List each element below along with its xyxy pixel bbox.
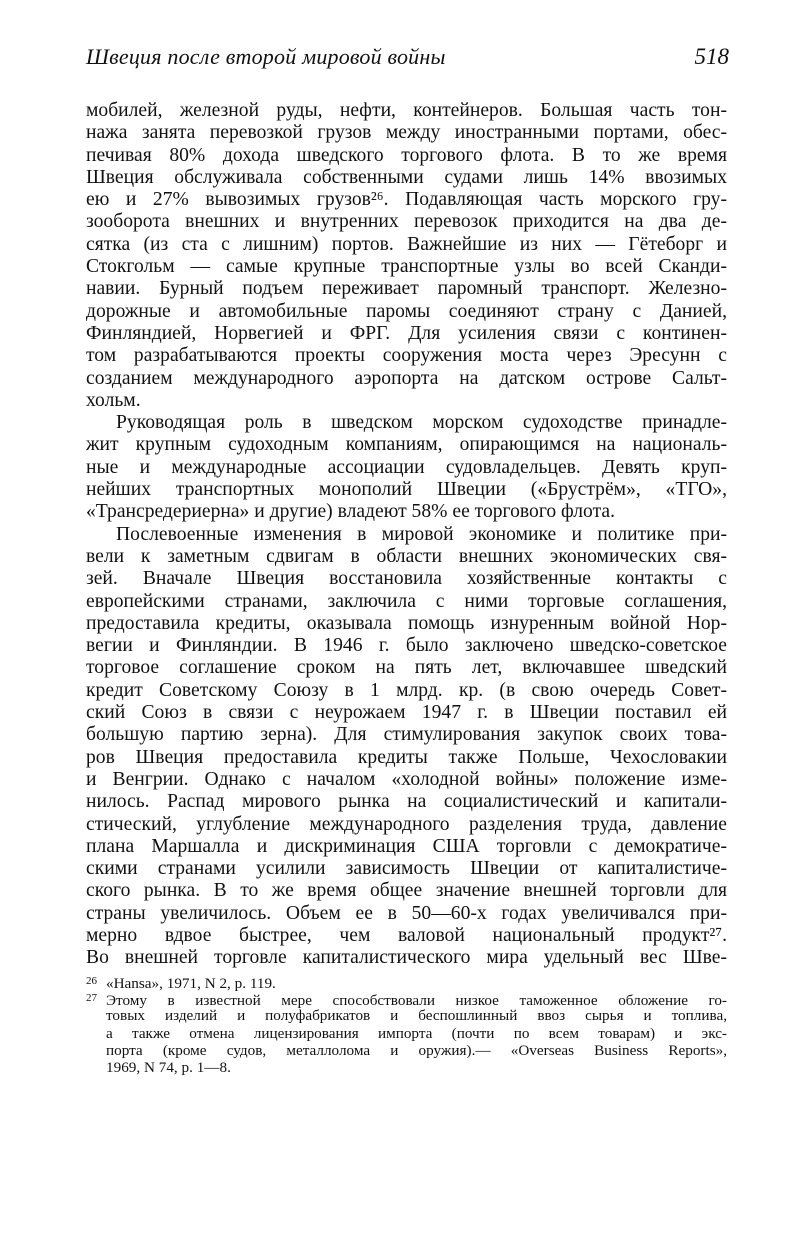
footnotes [86, 973, 727, 1076]
text-line: жит крупным судоходным компаниям, опирающимся на националь- [86, 434, 727, 456]
footnote-marker: 27 [86, 992, 97, 1005]
footnote-text: а также отмена лицензирования импорта (почти по всем товарам) и экс- [106, 1024, 727, 1042]
text-line: зооборота внешних и внутренних перевозок приходится на два де- [86, 211, 727, 233]
text-line: мерно вдвое быстрее, чем валовой национальный продукт²⁷. [86, 924, 727, 946]
text-line: Финляндией, Норвегией и ФРГ. Для усиления связи с континен- [86, 322, 727, 344]
running-title: Швеция после второй мировой войны [86, 44, 446, 69]
text-line: нилось. Распад мирового рынка на социалистический и капитали- [86, 791, 727, 813]
page-header [86, 44, 729, 80]
text-line: предоставила кредиты, оказывала помощь изнуренным войной Нор- [86, 612, 727, 634]
text-line: том разрабатываются проекты сооружения моста через Эресунн с [86, 345, 727, 367]
page-number: 518 [694, 44, 729, 69]
text-line: и Венгрии. Однако с началом «холодной войны» положение изме- [86, 768, 727, 790]
text-line: сятка (из ста с лишним) портов. Важнейшие из них — Гётеборг и [86, 233, 727, 255]
text-line: Руководящая роль в шведском морском судоходстве принадле- [116, 412, 727, 434]
text-line: «Трансредериерна» и другие) владеют 58% ее торгового флота. [86, 501, 615, 523]
footnote-text: «Hansa», 1971, N 2, p. 119. [106, 975, 276, 992]
footnote-text: порта (кроме судов, металлолома и оружия).— «Overseas Business Reports», [106, 1041, 727, 1059]
text-line: страны увеличилось. Объем ее в 50—60-х годах увеличивался при- [86, 902, 727, 924]
text-line: дорожные и автомобильные паромы соединяют страну с Данией, [86, 300, 727, 322]
text-line: Швеция обслуживала собственными судами лишь 14% ввозимых [86, 166, 727, 188]
text-line: вели к заметным сдвигам в области внешних экономических свя- [86, 545, 727, 567]
footnote-line [86, 990, 727, 1010]
text-line: хольм. [86, 389, 141, 411]
footnote-text: товых изделий и полуфабрикатов и беспошлинный ввоз сырья и топлива, [106, 1007, 727, 1025]
text-line: вегии и Финляндии. В 1946 г. было заключено шведско-советское [86, 635, 727, 657]
text-line: нейших транспортных монополий Швеции («Брустрём», «ТГО», [86, 479, 727, 501]
text-line: плана Маршалла и дискриминация США торговли с демократиче- [86, 835, 727, 857]
footnote-line [86, 1059, 727, 1076]
text-line: ского рынка. В то же время общее значение внешней торговли для [86, 880, 727, 902]
footnote-line [86, 1025, 727, 1042]
text-line: ский Союз в связи с неурожаем 1947 г. в Швеции поставил ей [86, 702, 727, 724]
text-line: ров Швеция предоставила кредиты также Польше, Чехословакии [86, 746, 727, 768]
main-text [86, 100, 727, 970]
text-line: зей. Вначале Швеция восстановила хозяйственные контакты с [86, 568, 727, 590]
text-line: мобилей, железной руды, нефти, контейнеров. Большая часть тон- [86, 100, 727, 121]
footnote-text: Этому в известной мере способствовали низкое таможенное обложение го- [106, 992, 727, 1010]
text-line: ею и 27% вывозимых грузов²⁶. Подавляющая часть морского гру- [86, 189, 727, 211]
text-line: кредит Советскому Союзу в 1 млрд. кр. (в свою очередь Совет- [86, 679, 727, 701]
text-line: навии. Бурный подъем переживает паромный транспорт. Железно- [86, 278, 727, 300]
text-line: Стокгольм — самые крупные транспортные узлы во всей Сканди- [86, 256, 727, 278]
footnote-line [86, 1042, 727, 1059]
footnote-line [86, 973, 727, 990]
footnote-text: 1969, N 74, p. 1—8. [106, 1058, 231, 1076]
text-line: торговое соглашение сроком на пять лет, включавшее шведский [86, 657, 727, 679]
text-line: стический, углубление международного разделения труда, давление [86, 813, 727, 835]
text-line: созданием международного аэропорта на датском острове Сальт- [86, 367, 727, 389]
text-line: Послевоенные изменения в мировой экономике и политике при- [116, 523, 727, 545]
text-line: ные и международные ассоциации судовладельцев. Девять круп- [86, 456, 727, 478]
text-line: Во внешней торговле капиталистического мира удельный вес Шве- [86, 947, 727, 969]
text-line: печивая 80% дохода шведского торгового флота. В то же время [86, 144, 727, 166]
text-line: нажа занята перевозкой грузов между иностранными портами, обес- [86, 122, 727, 144]
text-line: скими странами усилили зависимость Швеции от капиталистиче- [86, 858, 727, 880]
text-line: большую партию зерна). Для стимулирования закупок своих това- [86, 724, 727, 746]
footnote-line [86, 1007, 727, 1024]
text-line: европейскими странами, заключила с ними торговые соглашения, [86, 590, 727, 612]
footnote-marker: 26 [86, 975, 97, 987]
